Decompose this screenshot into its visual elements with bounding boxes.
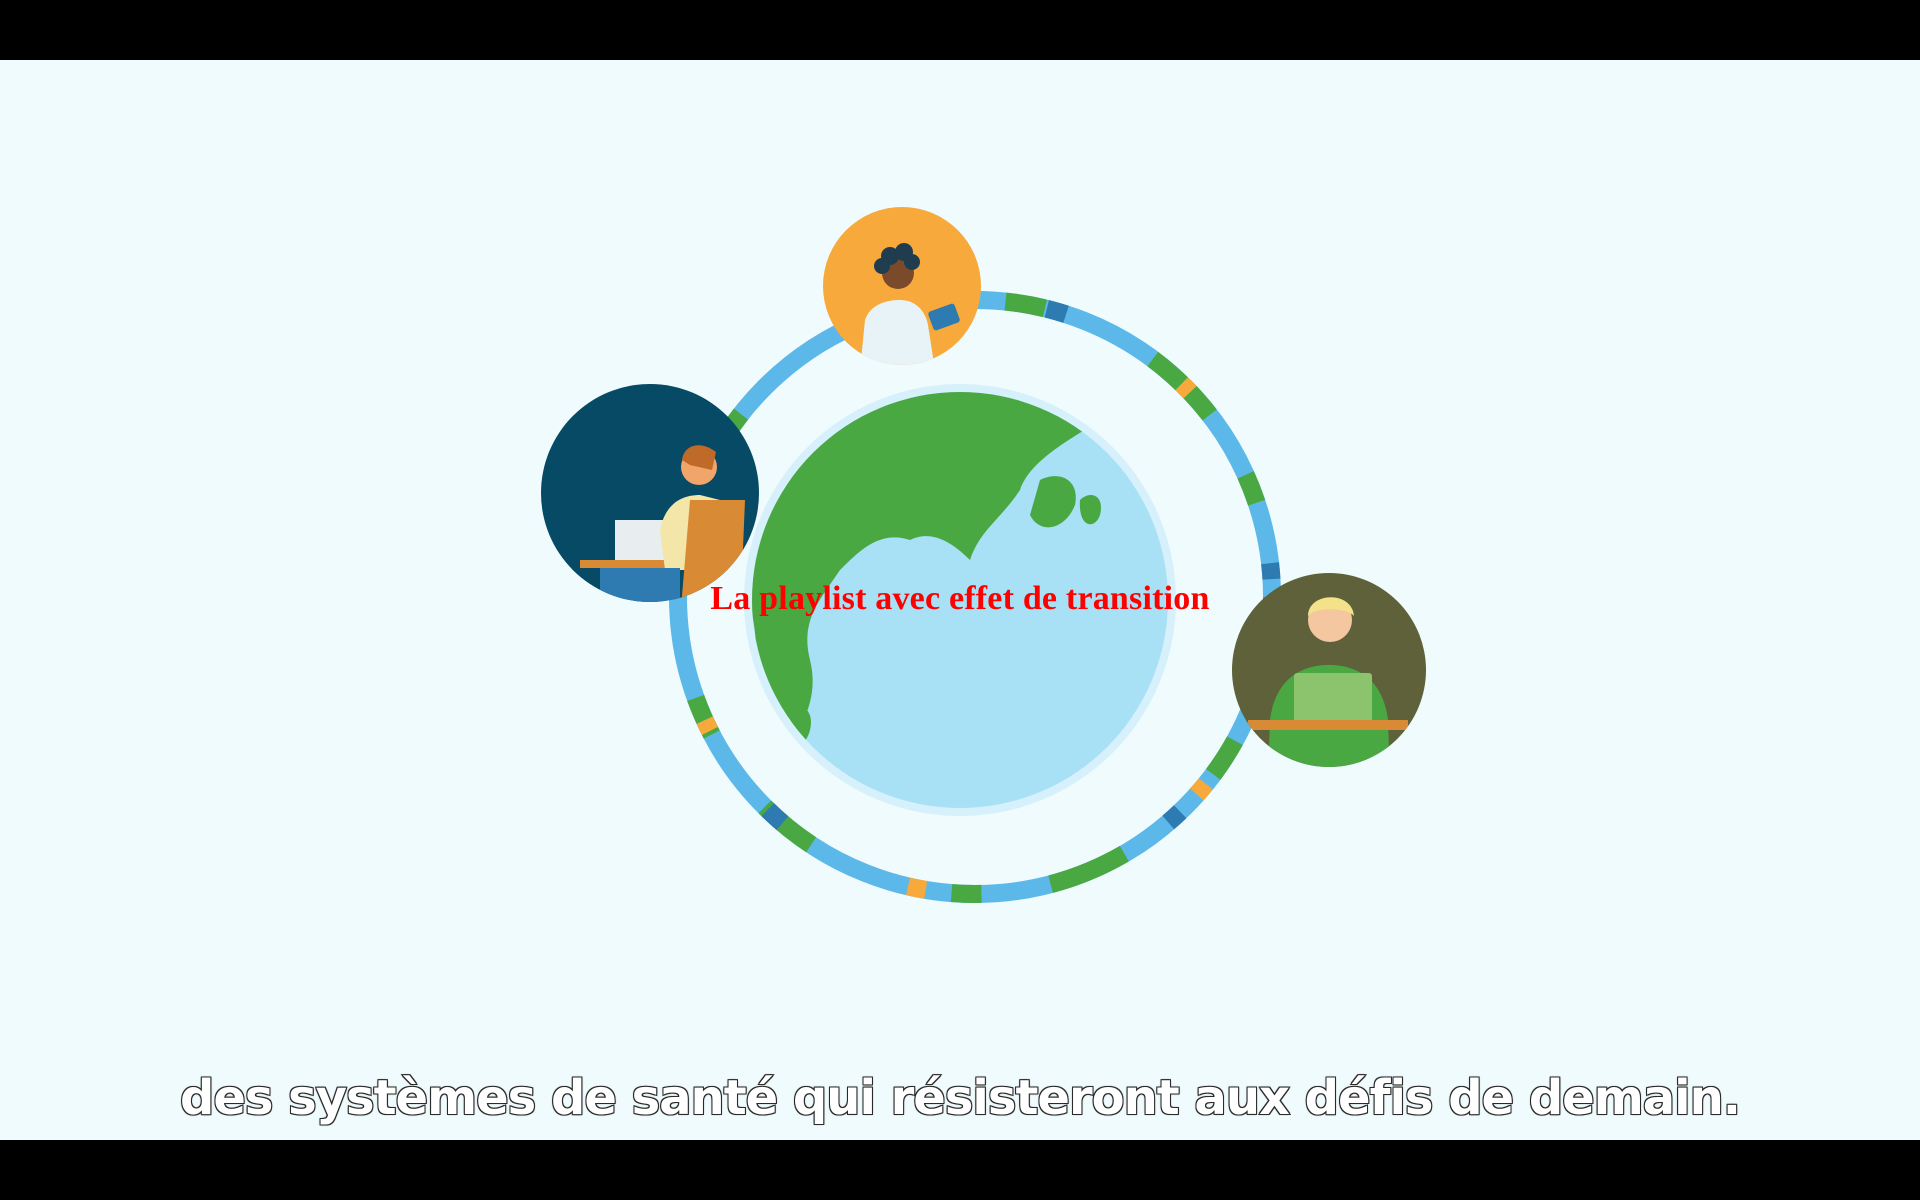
playlist-overlay-title: La playlist avec effet de transition — [710, 580, 1210, 617]
video-frame[interactable] — [0, 60, 1920, 1140]
letterbox-top — [0, 0, 1920, 60]
letterbox-bottom — [0, 1140, 1920, 1200]
doctor-avatar-icon — [823, 207, 981, 370]
video-subtitle: des systèmes de santé qui résisteront aux défis de demain. — [179, 1070, 1740, 1126]
